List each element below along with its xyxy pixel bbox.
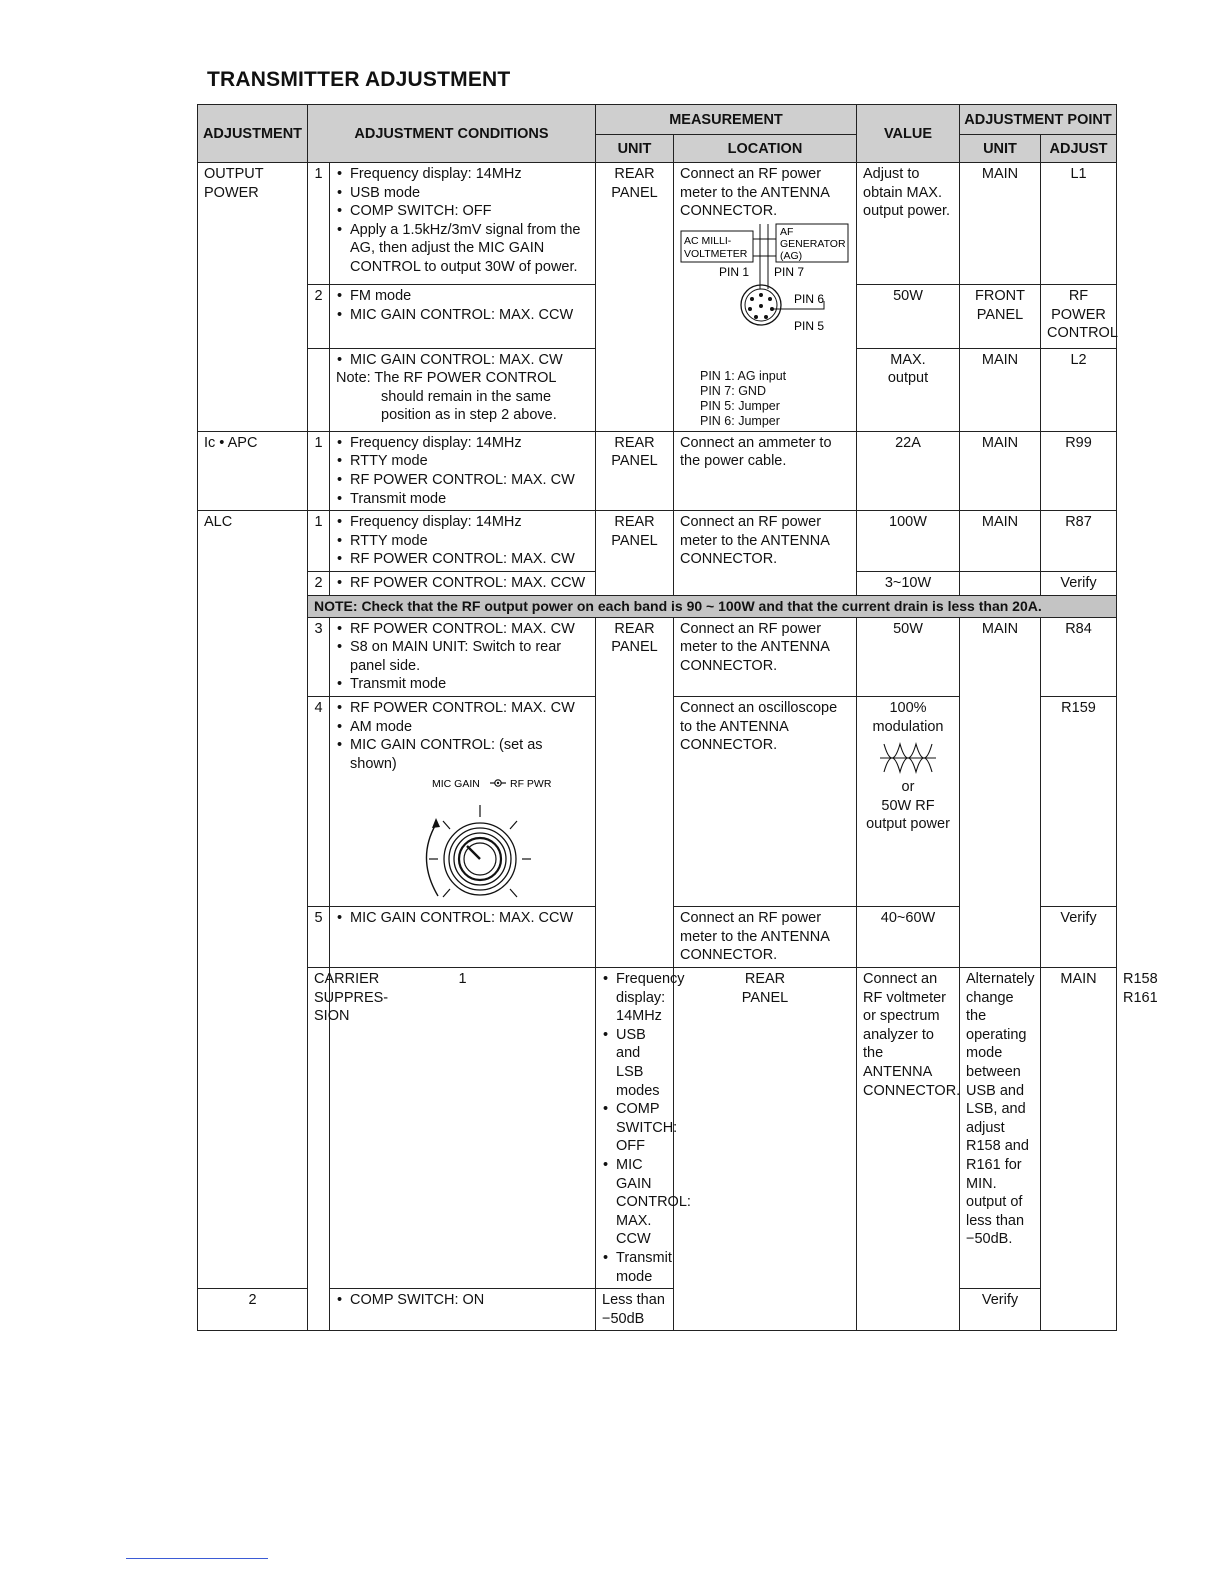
location-cell: Connect an RF power meter to the ANTENNA CONNECTOR. AC MILLI- VOLTMETER AF GENERATOR (AG) PIN 1 PIN 7 PIN 6 PIN 5 PIN 1: AG input PIN 7: GND PIN 5: Jumper PIN 6: Jumper: [674, 163, 857, 432]
conditions-cell: [330, 907, 596, 968]
knob-label-mic-gain: MIC GAIN: [432, 778, 480, 791]
rotation-arrow-icon: [432, 818, 440, 828]
adjustment-ic-apc: Ic • APC: [198, 431, 308, 510]
condition-item: • COMP SWITCH: OFF: [602, 1100, 667, 1156]
header-adjust: ADJUST: [1041, 135, 1117, 163]
condition-item: • MIC GAIN CONTROL: (set as shown): [336, 736, 589, 773]
adj-unit-cell: MAIN: [960, 617, 1041, 968]
condition-item: • RF POWER CONTROL: MAX. CW: [336, 620, 589, 639]
header-adjustment: ADJUSTMENT: [198, 105, 308, 163]
pin-label: PIN 6: [794, 291, 825, 306]
step-number: 3: [308, 617, 330, 696]
pin-legend: PIN 7: GND: [700, 383, 766, 398]
condition-item: • RTTY mode: [336, 532, 589, 551]
value-cell: MAX. output: [857, 348, 960, 431]
value-cell: 40~60W: [857, 907, 960, 968]
mic-gain-knob-icon: [426, 805, 531, 897]
adj-unit-cell: FRONT PANEL: [960, 285, 1041, 349]
adj-unit-cell: MAIN: [1041, 968, 1117, 1331]
adjustment-output-power: OUTPUT POWER: [198, 163, 308, 432]
table-row: [198, 163, 1117, 285]
table-row: CARRIER SUPPRES- SION 1 • Frequency display: 14MHz • USB and LSB modes • COMP SWITCH: OFF • MIC GAIN CONTROL: MAX. CCW • Transmit mode REAR PANEL Connect an RF voltmeter or spectrum analyzer to the ANTENNA CONNECTOR. Alternately change the operating mode between USB and LSB, and adjust R158 and R161 for MIN. output of less than −50dB. MAIN R158 R161: [198, 968, 1117, 1289]
adjust-cell: R159: [1041, 696, 1117, 906]
adj-unit-cell: [960, 571, 1041, 595]
af-generator-label: (AG): [780, 249, 803, 262]
conditions-cell: [596, 968, 691, 1289]
step-number: 2: [308, 571, 330, 595]
step-number: 4: [308, 696, 330, 906]
adjust-cell: L1: [1041, 163, 1117, 285]
unit-cell: REAR PANEL: [596, 511, 674, 595]
unit-cell: REAR PANEL: [596, 431, 674, 510]
modulation-waveform-icon: [878, 738, 938, 778]
connection-diagram: [680, 223, 852, 373]
condition-item: • Transmit mode: [336, 675, 589, 694]
adj-unit-cell: MAIN: [960, 511, 1041, 572]
adjust-cell: R84: [1041, 617, 1117, 696]
adjust-cell: Verify: [960, 1289, 1041, 1331]
pin-legend: PIN 5: Jumper: [700, 398, 780, 413]
condition-item: • Apply a 1.5kHz/3mV signal from the AG, then adjust the MIC GAIN CONTROL to output 30W of power.: [336, 221, 589, 277]
unit-cell: REAR PANEL: [674, 968, 857, 1331]
conditions-cell: [330, 431, 596, 510]
conditions-cell: [330, 571, 596, 595]
adjust-cell: L2: [1041, 348, 1117, 431]
condition-item: • MIC GAIN CONTROL: MAX. CCW: [602, 1156, 667, 1249]
conditions-cell: [330, 617, 596, 696]
condition-item: • Frequency display: 14MHz: [602, 970, 667, 1026]
step-number: 1: [308, 511, 330, 572]
adjustment-carrier-suppression: CARRIER SUPPRES- SION: [308, 968, 330, 1331]
value-cell: 100% modulation or 50W RF output power: [857, 696, 960, 906]
condition-item: • FM mode: [336, 287, 589, 306]
value-cell: Adjust to obtain MAX. output power.: [857, 163, 960, 285]
header-adjustment-point: ADJUSTMENT POINT: [960, 105, 1117, 135]
condition-item: • USB and LSB modes: [602, 1026, 667, 1100]
conditions-cell: [330, 163, 596, 285]
adj-unit-cell: MAIN: [960, 348, 1041, 431]
value-cell: Alternately change the operating mode between USB and LSB, and adjust R158 and R161 for MIN. output of less than −50dB.: [960, 968, 1041, 1289]
condition-item: • MIC GAIN CONTROL: MAX. CCW: [336, 909, 589, 928]
note-banner: NOTE: Check that the RF output power on each band is 90 ~ 100W and that the current drain is less than 20A.: [308, 595, 1117, 617]
header-value: VALUE: [857, 105, 960, 163]
note-text: should remain in the same: [381, 388, 552, 405]
condition-item: • RF POWER CONTROL: MAX. CCW: [336, 574, 589, 593]
condition-item: • Transmit mode: [336, 490, 589, 509]
location-cell: Connect an ammeter to the power cable.: [674, 431, 857, 510]
condition-item: • AM mode: [336, 718, 589, 737]
condition-item: • COMP SWITCH: OFF: [336, 202, 589, 221]
adjust-cell: Verify: [1041, 571, 1117, 595]
adjust-cell: R87: [1041, 511, 1117, 572]
location-cell: Connect an RF power meter to the ANTENNA CONNECTOR.: [674, 617, 857, 696]
table-row: [198, 595, 1117, 617]
location-cell: Connect an oscilloscope to the ANTENNA CONNECTOR.: [674, 696, 857, 906]
location-cell: Connect an RF power meter to the ANTENNA CONNECTOR.: [674, 907, 857, 968]
table-row: [198, 431, 1117, 510]
pin-label: PIN 1: [719, 264, 750, 279]
pin-legend: PIN 6: Jumper: [700, 413, 780, 428]
table-row: [198, 1289, 1117, 1331]
location-cell: Connect an RF power meter to the ANTENNA CONNECTOR.: [674, 511, 857, 595]
value-cell: 3~10W: [857, 571, 960, 595]
adjustment-alc: ALC: [198, 511, 308, 1289]
conditions-cell: [330, 348, 596, 431]
conditions-cell: [330, 511, 596, 572]
condition-item: • RTTY mode: [336, 452, 589, 471]
step-number: 1: [308, 431, 330, 510]
condition-item: • RF POWER CONTROL: MAX. CW: [336, 699, 589, 718]
table-row: [198, 617, 1117, 696]
pin-label: PIN 7: [774, 264, 805, 279]
unit-cell: REAR PANEL: [596, 617, 674, 968]
af-generator-label: AF: [780, 225, 794, 238]
unit-cell: REAR PANEL: [596, 163, 674, 432]
transmitter-adjustment-table: [197, 104, 1158, 1331]
condition-item: • S8 on MAIN UNIT: Switch to rear panel side.: [336, 638, 589, 675]
step-number: 2: [308, 285, 330, 349]
step-number: 1: [308, 163, 330, 285]
adjust-cell: R99: [1041, 431, 1117, 510]
knob-selector-icon: [490, 780, 506, 786]
value-cell: Less than −50dB: [596, 1289, 674, 1331]
mic-gain-knob-diagram: [336, 774, 586, 904]
header-location: LOCATION: [674, 135, 857, 163]
knob-label-rf-pwr: RF PWR: [510, 778, 552, 791]
footer-rule: [126, 1558, 268, 1559]
condition-item: • COMP SWITCH: ON: [336, 1291, 589, 1310]
header-measurement: MEASUREMENT: [596, 105, 857, 135]
value-cell: 22A: [857, 431, 960, 510]
value-cell: 50W: [857, 285, 960, 349]
condition-item: • MIC GAIN CONTROL: MAX. CW: [336, 351, 589, 370]
conditions-cell: [330, 1289, 596, 1331]
header-conditions: ADJUSTMENT CONDITIONS: [308, 105, 596, 163]
page-title: TRANSMITTER ADJUSTMENT: [207, 68, 511, 91]
value-cell: 100W: [857, 511, 960, 572]
step-number: 5: [308, 907, 330, 968]
condition-item: • Frequency display: 14MHz: [336, 165, 589, 184]
ac-millivoltmeter-label: AC MILLI-: [684, 234, 732, 247]
condition-item: • RF POWER CONTROL: MAX. CW: [336, 471, 589, 490]
condition-item: • Frequency display: 14MHz: [336, 513, 589, 532]
header-unit: UNIT: [596, 135, 674, 163]
value-cell: 50W: [857, 617, 960, 696]
adjust-cell: RF POWER CONTROL: [1041, 285, 1117, 349]
pin-legend: PIN 1: AG input: [700, 368, 787, 383]
condition-item: • USB mode: [336, 184, 589, 203]
condition-item: • Transmit mode: [602, 1249, 667, 1286]
table-row: [198, 511, 1117, 572]
note-text: Note: The RF POWER CONTROL: [336, 370, 557, 387]
af-generator-label: GENERATOR: [780, 237, 846, 250]
note-text: position as in step 2 above.: [381, 407, 557, 424]
condition-item: • RF POWER CONTROL: MAX. CW: [336, 550, 589, 569]
conditions-cell: [330, 696, 596, 906]
conditions-cell: [330, 285, 596, 349]
step-number: 2: [198, 1289, 308, 1331]
step-number: [308, 348, 330, 431]
adj-unit-cell: MAIN: [960, 431, 1041, 510]
location-cell: Connect an RF voltmeter or spectrum analyzer to the ANTENNA CONNECTOR.: [857, 968, 960, 1331]
header-adj-unit: UNIT: [960, 135, 1041, 163]
condition-item: • MIC GAIN CONTROL: MAX. CCW: [336, 306, 589, 325]
condition-item: • Frequency display: 14MHz: [336, 434, 589, 453]
adj-unit-cell: MAIN: [960, 163, 1041, 285]
step-number: 1: [330, 968, 596, 1289]
ac-millivoltmeter-label: VOLTMETER: [684, 247, 748, 260]
pin-label: PIN 5: [794, 318, 825, 333]
adjust-cell: Verify: [1041, 907, 1117, 968]
